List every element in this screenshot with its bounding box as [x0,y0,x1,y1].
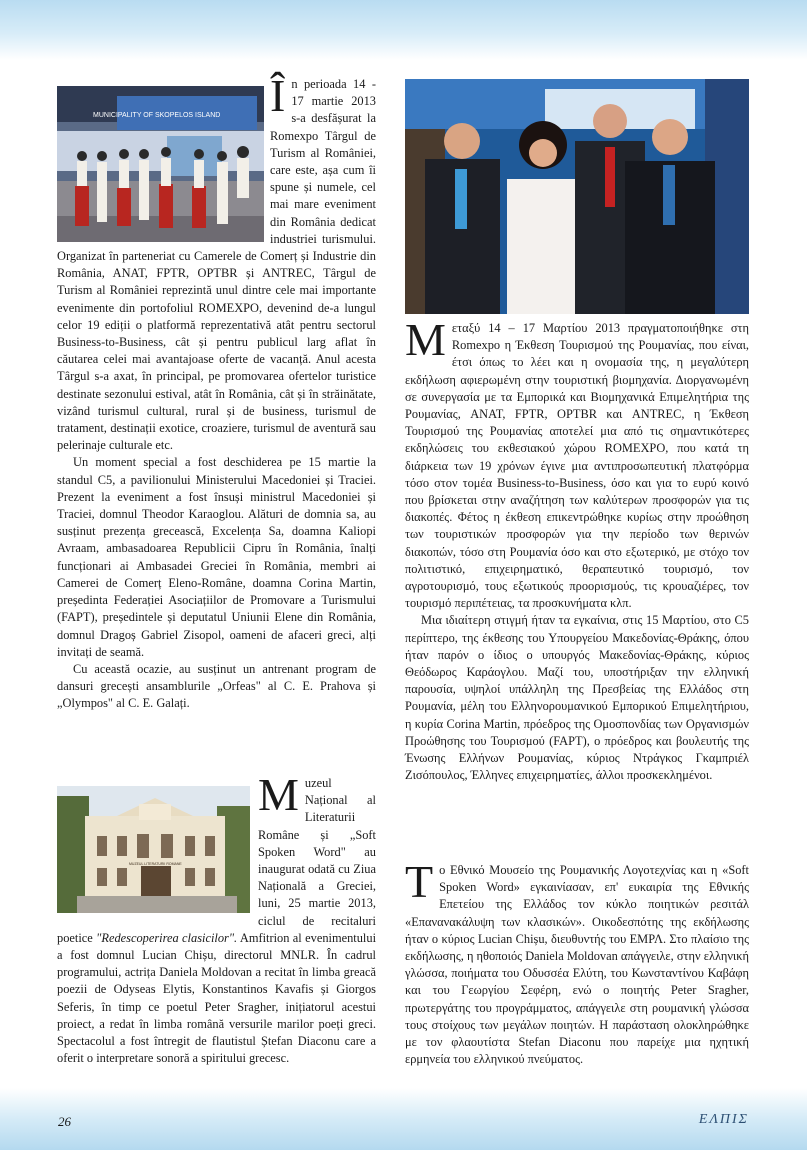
top-gradient-band [0,0,807,60]
journal-name: ΕΛΠΙΣ [698,1112,749,1127]
article-1-paragraph-3: Cu această ocazie, au susținut un antrenant program de dansuri grecești ansamblurile „Orfeas" al C. E. Prahova și „Olympos" al C. E. Galați. [57,661,376,711]
article-1-column [57,70,376,713]
bottom-gradient-band [0,1088,807,1150]
dropcap: Î [270,70,286,121]
photo-officials-group [405,79,749,314]
greek-article-1-column [405,314,749,784]
dropcap: Μ [405,314,446,365]
article-1-paragraph-1: n perioada 14 - 17 martie 2013 s-a desfășurat la Romexpo Târgul de Turism al României, care este, așa cum îi spune și numele, cel mai mare eveniment din România dedicat industriei turismului. Organizat în parteneriat cu Camerele de Comerț și Industrie din România, ANAT, FPTR, OPTBR și ANTREC, Târgul de Turism al României reprezintă unul dintre cele mai importante evenimente din portofoliul ROMEXPO, devenind de-a lungul celor 19 ediții o platformă reprezentativă atât pentru sectorul Business-to-Business, cât și pentru publicul larg aflat în căutarea celei mai avantajoase oferte de vacanță. Anul acesta Târgul s-a axat, în principal, pe promovarea ofertelor turistice destinate sezonului estival, atât în România, cât și în străinătate, vizând turismul cultural, rural și de business, turismul de tratament, destinații exotice, croaziere, turismul de aventură sau pelerinaje culturale etc. [57,77,376,453]
article-2-italic-title: "Redescoperirea clasicilor". [96,930,238,945]
museum-sign-text: MUZEUL LITERATURII ROMANE [129,862,182,866]
greek-paragraph-1: εταξύ 14 – 17 Μαρτίου 2013 πραγματοποιήθηκε στη Romexpo η Έκθεση Τουρισμού της Ρουμανίας, που είναι, έτσι όπως το λέει και η ονομασία της, η μεγαλύτερη εκδήλωση αφιερωμένη στην τουριστική βιομηχανία. Διοργανωμένη σε συνεργασία με τα Εμπορικά και Βιομηχανικά Επιμελητήρια της Ρουμανίας, ANAT, FPTR, OPTBR και ANTREC, η Έκθεση Τουρισμού της Ρουμανίας αποτελεί μια από τις σημαντικότερες εκδηλώσεις του εκθεσιακού χώρου ROMEXPO, που κατά τη διάρκεια των 19 χρόνων έγινε μια αντιπροσωπευτική πλατφόρμα τόσο στον τομέα Business-to-Business, όσο και για το ευρύ κοινό που βρίσκεται στην αναζήτηση των καλύτερων προσφορών για τις διακοπές. Φέτος η έκθεση επικεντρώθηκε κυρίως στην προώθηση των τουριστικών προσφορών για την περίοδο των θερινών διακοπών, τόσο στη Ρουμανία όσο και στο εξωτερικό, με στόχο τον πολιτιστικό, επιχειρηματικό, θεραπευτικό τουρισμό, τον αγροτουρισμό, τους εξωτικούς προορισμούς, τις κρουαζιέρες, τον τουρισμό περιπέτειας, τα προσκυνήματα κλπ. [405,321,749,611]
page-number: 26 [58,1114,71,1129]
article-2-text-after: Amfitrion al evenimentului a fost domnul Lucian Chișu, directorul MNLR. În cadrul programului, actrița Daniela Moldovan a recitat în limba greacă poezii de Odyseas Elytis, Konstantinos Kavafis și Giorgos Seferis, în timp ce poetul Peter Sragher, inițiatorul acestui proiect, a redat în limba română versurile marilor poeți greci. Spectacolul a fost întregit de flautistul Ștefan Diaconu care a oferit o interpretare sonoră a spiritului grecesc. [57,930,377,1066]
photo-sign-text: MUNICIPALITY OF SKOPELOS ISLAND [93,112,221,119]
article-2-column [57,769,377,1067]
dropcap: M [258,769,299,820]
article-2-text-before: uzeul Național al Literaturii Române și „Soft Spoken Word" au inaugurat odată cu Ziua Națională a Greciei, luni, 25 martie 2013, ciclul de recitaluri poetice [57,776,376,945]
dropcap: Τ [405,856,434,907]
article-1-paragraph-2: Un moment special a fost deschiderea pe 15 martie la standul C5, a pavilionului Ministerului Macedoniei și Traciei. Prezent la eveniment a fost însuși ministrul Macedoniei și Traciei, domnul Theodor Karaoglou. Alături de domnia sa, au susținut prezența grecească, Excelența Sa, doamna Kaliopi Avraam, ambasadoarea Republicii Cipru în România, înalți funcționari ai Ambasadei Greciei în România, membri ai Camerei de Comerț Eleno-Române, doamna Corina Martin, președinta Federației Asociațiilor de Promovare a Turismului (FAPT), președintele și deputatul Uniunii Elene din România, domnul Dragoș Gabriel Zisopol, oameni de afaceri greci, alți invitați de seamă. [57,455,376,659]
greek-paragraph-2: Μια ιδιαίτερη στιγμή ήταν τα εγκαίνια, στις 15 Μαρτίου, στο C5 περίπτερο, της έκθεσης του Υπουργείου Μακεδονίας-Θράκης, όπου ήταν παρόν ο ίδιος ο υπουργός Μακεδονίας-Θράκης, κύριος Θεόδωρος Καράογλου. Μαζί του, υποστήριξαν την ελληνική παρουσία, υψηλοί υπάλληλη της Πρεσβείας της Ελλάδος στη Ρουμανία, μέλη του Ελληνορουμανικού Εμπορικού Επιμελητήριου, η κυρία Corina Martin, πρόεδρος της Ομοσπονδίας των Οργανισμών Προώθησης του Τουρισμού (FAPT), ο πρόεδρος και βουλευτής της Ένωσης Ελλήνων Ρουμανίας, κύριος Ντράγκος Γκαμπριέλ Ζισόπουλος, Έλληνες επιχειρηματίες, άλλοι προσκεκλημένοι. [405,613,749,783]
greek-article-2-column [405,856,749,1068]
greek-paragraph-3: ο Εθνικό Μουσείο της Ρουμανικής Λογοτεχνίας και η «Soft Spoken Word» εγκαινίασαν, επ' ευκαιρία της Εθνικής Επετείου της Ελλάδος τον κύκλο ποιητικών ρεσιτάλ «Επανανακάλυψη των κλασικών». Οικοδεσπότης της εκδήλωσης ήταν ο κύριος Lucian Chișu, διευθυντής του ΕΜΡΛ. Στο πλαίσιο της εκδήλωσης, η ηθοποιός Daniela Moldovan απάγγειλε, στην ελληνική γλώσσα, ποιήματα του Οδυσσέα Ελύτη, του Κωνσταντίνου Καβάφη και του Γεωργίου Σεφέρη, ενώ ο ποιητής Peter Sragher, πρωτεργάτης του προγράμματος, απάγγειλε στη ρουμανική γλώσσα τους στοίχους των μεγάλων ποιητών. Η παράσταση ολοκληρώθηκε με τον φλαουτίστα Stefan Diaconu που παρείχε μια ηχητική ερμηνεία του ελληνικού πνεύματος. [405,863,749,1067]
